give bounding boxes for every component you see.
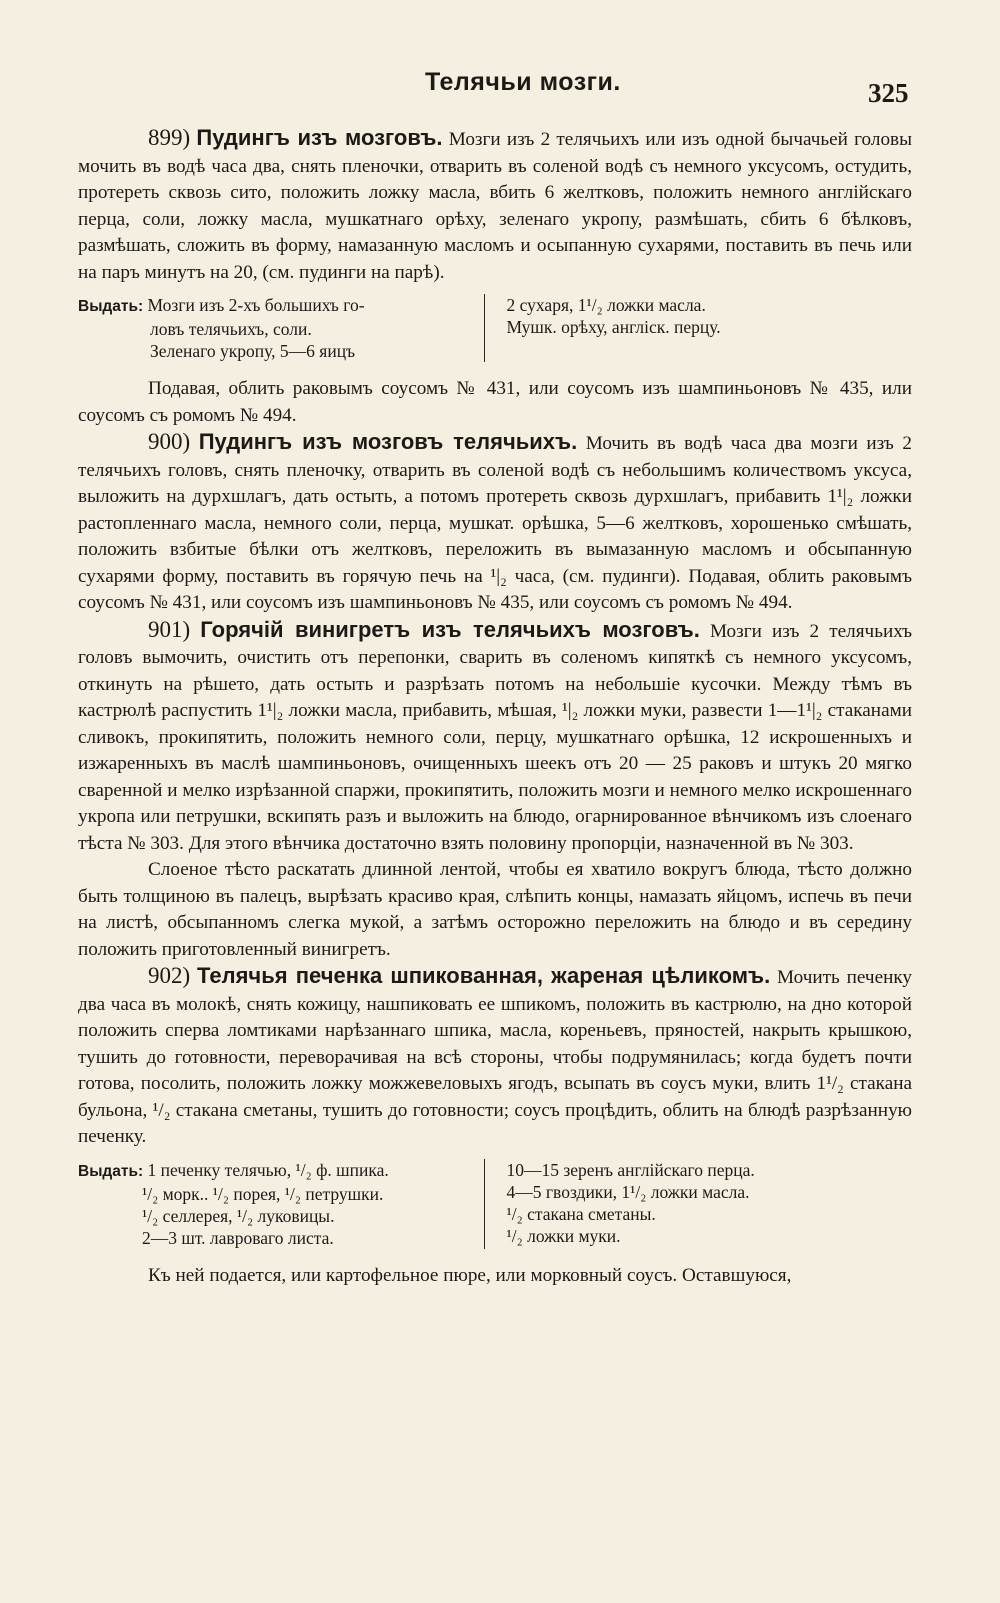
recipe-number: 900) <box>148 429 191 454</box>
ingredients-right <box>484 1159 913 1249</box>
recipe-text: Мочить въ водѣ часа два мозги изъ 2 телячьихъ головъ, снять пленочку, отварить въ соленой водѣ съ небольшимъ количествомъ уксуса, выложить на дурхшлагъ, дать остыть, а потомъ протереть сквозь дурхшлагъ, прибавить 1¹|₂ ложки растопленнаго масла, немного соли, перца, мушкат. орѣшка, 5—6 желтковъ, хорошенько смѣшать, положить взбитые бѣлки отъ желтковъ, переложить въ вымазанную масломъ и обсыпанную сухарями форму, поставить въ горячую печь на ¹|₂ часа, (см. пудинги). Подавая, облить раковымъ соусомъ № 431, или соусомъ изъ шампиньоновъ № 435, или соусомъ съ ромомъ № 494. <box>78 433 912 613</box>
ingredient-line: ¹/₂ селлерея, ¹/₂ луковицы. <box>142 1205 335 1226</box>
recipe-title: Пудингъ изъ мозговъ телячьихъ. <box>198 429 578 454</box>
running-header: Телячьи мозги. <box>425 68 621 96</box>
recipe-number: 902) <box>148 963 191 988</box>
recipe-text: Мочить печенку два часа въ молокѣ, снять кожицу, нашпиковать ее шпикомъ, положить въ кастрюлю, на дно которой положить сперва ломтиками нарѣзаннаго шпика, масла, кореньевъ, пряностей, накрыть крышкою, тушить до готовности, переворачивая на всѣ стороны, чтобы подрумянилась; когда будетъ почти готова, посолить, положить ложку можжевеловыхъ ягодъ, всыпать въ соусъ муки, влить 1¹/₂ стакана бульона, ¹/₂ стакана сметаны, тушить до готовности; соусъ процѣдить, облить на блюдѣ разрѣзанную печенку. <box>78 967 913 1147</box>
ingredient-line: ¹/₂ ложки муки. <box>506 1225 621 1246</box>
recipe-title: Пудингъ изъ мозговъ. <box>196 125 443 150</box>
recipe-899 <box>78 125 912 286</box>
page-number: 325 <box>868 78 909 108</box>
recipe-number: 899) <box>148 125 191 150</box>
recipe-note: Слоеное тѣсто раскатать длинной лентой, чтобы ея хватило вокругъ блюда, тѣсто должно быть толщиною въ палецъ, вырѣзать красиво края, слѣпить концы, намазать яйцомъ, испечь въ печи на листѣ, обсыпанномъ слегка мукой, а затѣмъ осторожно переложить на блюдо и въ середину положить приготовленный винигретъ. <box>78 859 912 960</box>
ingredient-line: 10—15 зеренъ англійскаго перца. <box>506 1159 755 1180</box>
recipe-text: Мозги изъ 2 телячьихъ или изъ одной бычачьей головы мочить въ водѣ часа два, снять пленочки, отварить въ соленой водѣ съ немного уксусомъ, остудить, протереть сквозь сито, положить ложку масла, вбить 6 желтковъ, положить немного англійскаго перца, соли, ложку масла, мушкатнаго орѣху, зеленаго укропу, размѣшать, сбить 6 бѣлковъ, размѣшать, сложить въ форму, намазанную масломъ и осыпанную сухарями, поставить въ печь или на паръ минутъ на 20, (см. пудинги на парѣ). <box>78 129 912 283</box>
recipe-number: 901) <box>148 616 191 642</box>
recipe-900 <box>78 429 912 617</box>
recipe-title: Горячій винигретъ изъ телячьихъ мозговъ. <box>200 616 700 642</box>
ingredient-line: 2 сухаря, 1¹/₂ ложки масла. <box>506 295 706 315</box>
serve-label: Выдать: <box>78 298 144 315</box>
ingredients-block <box>78 294 912 362</box>
ingredient-line: ловъ телячьихъ, соли. <box>150 319 312 339</box>
ingredients-block <box>78 1159 912 1249</box>
ingredients-right <box>484 294 913 362</box>
serving-note: Къ ней подается, или картофельное пюре, или морковный соусъ. Оставшуюся, <box>148 1264 792 1286</box>
ingredient-line: ¹/₂ морк.. ¹/₂ порея, ¹/₂ петрушки. <box>142 1183 384 1204</box>
page-body <box>78 125 912 1289</box>
recipe-text: Мозги изъ 2 телячьихъ головъ вымочить, очистить отъ перепонки, сварить въ соленомъ кипяткѣ съ немного уксусомъ, откинуть на рѣшето, дать остыть и разрѣзать потомъ на небольшіе кусочки. Между тѣмъ въ кастрюлѣ распустить 1¹|₂ ложки масла, прибавить, мѣшая, ¹|₂ ложки муки, развести 1—1¹|₂ стаканами сливокъ, прокипятить, положить немного соли, перцу, мушкатнаго орѣшка, 12 искрошенныхъ и изжаренныхъ въ маслѣ шампиньоновъ, очищенныхъ шеекъ отъ 20 — 25 раковъ и штукъ 20 мягко сваренной и мелко изрѣзанной спаржи, прокипятить, положить мозги и немного мелко искрошеннаго укропа или петрушки, вскипять разъ и выложить на блюдо, огарнированное вѣнчикомъ изъ слоенаго тѣста № 303. Для этого вѣнчика достаточно взять половину пропорціи, назначенной въ № 303. <box>78 620 913 854</box>
recipe-title: Телячья печенка шпикованная, жареная цѣликомъ. <box>197 963 771 988</box>
ingredient-line: 1 печенку телячью, ¹/₂ ф. шпика. <box>147 1159 389 1180</box>
ingredient-line: ¹/₂ стакана сметаны. <box>506 1203 656 1224</box>
serve-label: Выдать: <box>78 1162 144 1180</box>
ingredient-line: 4—5 гвоздики, 1¹/₂ ложки масла. <box>506 1181 750 1202</box>
ingredients-left <box>78 1159 484 1249</box>
serving-note: Подавая, облить раковымъ соусомъ № 431, или соусомъ изъ шампиньоновъ № 435, или соусомъ съ ромомъ № 494. <box>78 378 912 426</box>
recipe-902 <box>78 963 912 1151</box>
ingredient-line: Мозги изъ 2-хъ большихъ го- <box>147 295 365 315</box>
ingredient-line: Зеленаго укропу, 5—6 яицъ <box>150 341 356 361</box>
ingredient-line: 2—3 шт. лавроваго листа. <box>142 1227 334 1248</box>
ingredient-line: Мушк. орѣху, англіск. перцу. <box>506 317 721 337</box>
ingredients-left <box>78 294 484 362</box>
recipe-901 <box>78 617 912 858</box>
